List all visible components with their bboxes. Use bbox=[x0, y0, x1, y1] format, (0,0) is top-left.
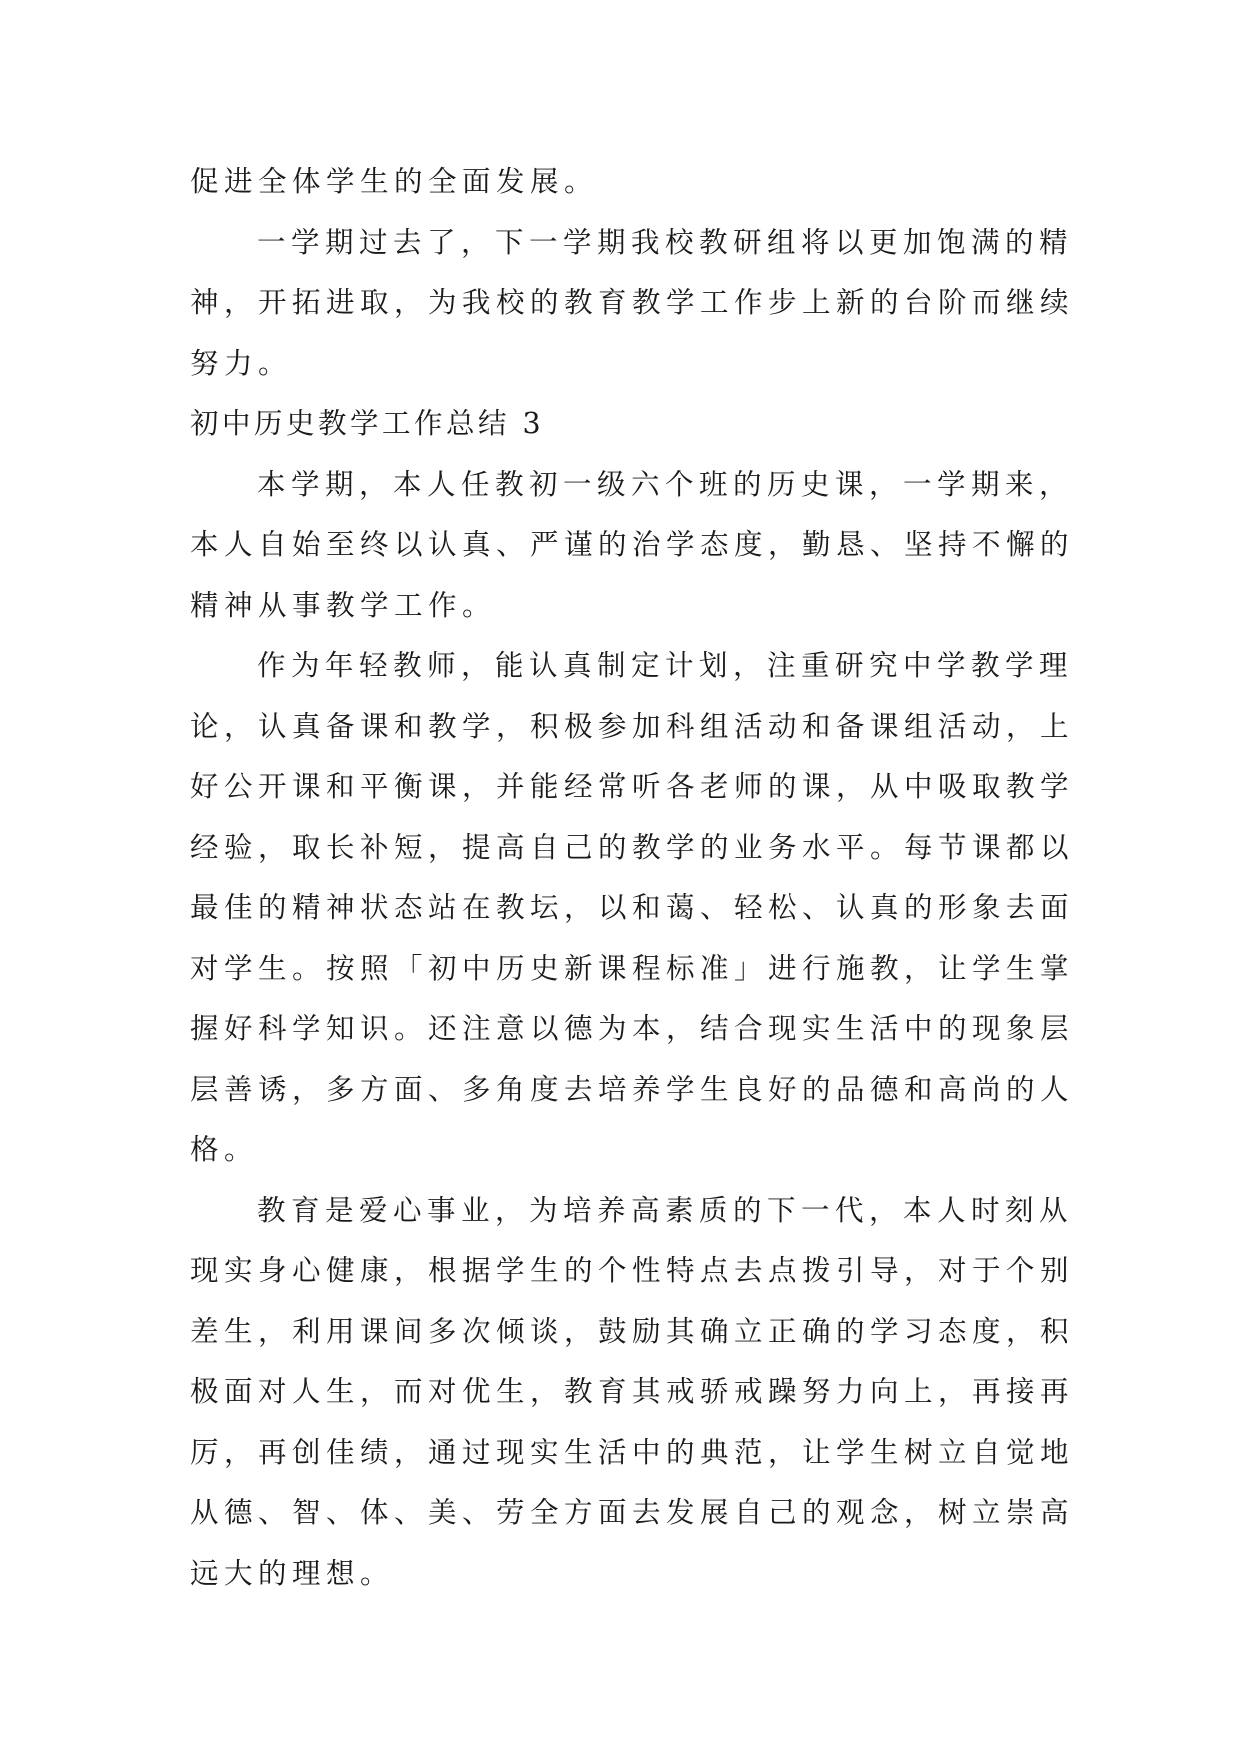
text-line: 握好科学知识。还注意以德为本，结合现实生活中的现象层 bbox=[190, 1012, 1075, 1045]
text-line: 论，认真备课和教学，积极参加科组活动和备课组活动，上 bbox=[190, 709, 1075, 743]
text-line: 从德、智、体、美、劳全方面去发展自己的观念，树立崇高 bbox=[190, 1496, 1075, 1529]
paragraph-start-line: 一学期过去了，下一学期我校教研组将以更加饱满的精 bbox=[257, 225, 1074, 259]
text-line: 经验，取长补短，提高自己的教学的业务水平。每节课都以 bbox=[190, 830, 1075, 864]
text-line: 现实身心健康，根据学生的个性特点去点拨引导，对于个别 bbox=[190, 1254, 1075, 1287]
text-line: 精神从事教学工作。 bbox=[190, 588, 497, 622]
paragraph-start-line: 作为年轻教师，能认真制定计划，注重研究中学教学理 bbox=[257, 649, 1074, 682]
text-line: 极面对人生，而对优生，教育其戒骄戒躁努力向上，再接再 bbox=[190, 1375, 1075, 1408]
text-line: 格。 bbox=[190, 1133, 259, 1166]
text-line: 厉，再创佳绩，通过现实生活中的典范，让学生树立自觉地 bbox=[190, 1435, 1075, 1469]
text-line: 神，开拓进取，为我校的教育教学工作步上新的台阶而继续 bbox=[190, 286, 1075, 319]
text-line: 远大的理想。 bbox=[190, 1556, 395, 1590]
section-heading: 初中历史教学工作总结 3 bbox=[190, 407, 545, 440]
paragraph-start-line: 本学期，本人任教初一级六个班的历史课，一学期来， bbox=[257, 467, 1074, 501]
text-line: 本人自始至终以认真、严谨的治学态度，勤恳、坚持不懈的 bbox=[190, 528, 1075, 561]
text-line: 促进全体学生的全面发展。 bbox=[190, 165, 599, 198]
paragraph-start-line: 教育是爱心事业，为培养高素质的下一代，本人时刻从 bbox=[257, 1193, 1074, 1227]
text-line: 努力。 bbox=[190, 346, 293, 380]
text-line: 层善诱，多方面、多角度去培养学生良好的品德和高尚的人 bbox=[190, 1072, 1075, 1106]
document-body bbox=[190, 152, 1075, 1604]
text-line: 最佳的精神状态站在教坛，以和蔼、轻松、认真的形象去面 bbox=[190, 891, 1075, 924]
text-line: 好公开课和平衡课，并能经常听各老师的课，从中吸取教学 bbox=[190, 770, 1075, 803]
text-line: 差生，利用课间多次倾谈，鼓励其确立正确的学习态度，积 bbox=[190, 1314, 1075, 1348]
text-line: 对学生。按照「初中历史新课程标准」进行施教，让学生掌 bbox=[190, 951, 1075, 985]
